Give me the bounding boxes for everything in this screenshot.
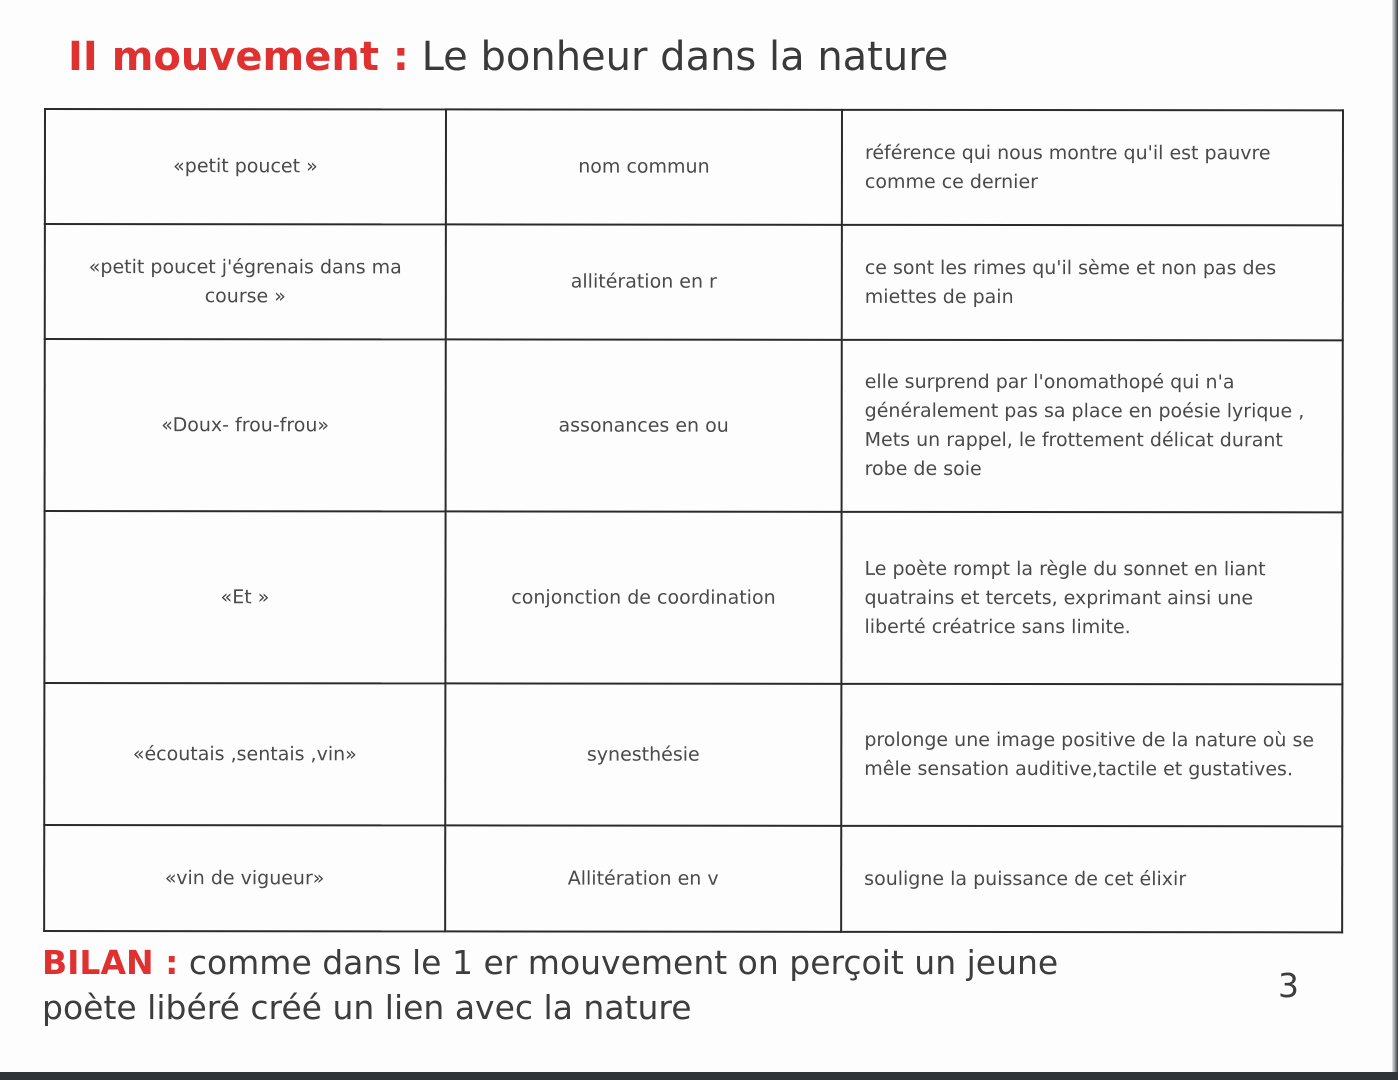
device-cell: Allitération en v xyxy=(445,825,841,931)
comment-cell: Le poète rompt la règle du sonnet en liant quatrains et tercets, exprimant ainsi une liberté créatrice sans limite. xyxy=(841,512,1342,685)
quote-cell: «Doux- frou-frou» xyxy=(45,339,446,511)
page-title xyxy=(68,34,948,80)
scan-edge-right xyxy=(1392,0,1398,1080)
table-row xyxy=(45,224,1343,340)
quote-cell: «Et » xyxy=(44,511,445,683)
comment-cell: elle surprend par l'onomathopé qui n'a généralement pas sa place en poésie lyrique , Mets un rappel, le frottement délicat durant robe de soie xyxy=(842,340,1343,513)
quote-cell: «écoutais ,sentais ,vin» xyxy=(44,683,445,825)
table-row xyxy=(45,109,1343,225)
bilan-text: comme dans le 1 er mouvement on perçoit un jeune poète libéré créé un lien avec la nature xyxy=(42,943,1059,1027)
device-cell: allitération en r xyxy=(446,224,842,339)
comment-cell: ce sont les rimes qu'il sème et non pas des miettes de pain xyxy=(842,225,1343,341)
device-cell: conjonction de coordination xyxy=(445,511,841,683)
table-row xyxy=(44,825,1342,932)
device-cell: synesthésie xyxy=(445,683,841,825)
analysis-table xyxy=(43,108,1344,933)
scan-edge-bottom xyxy=(0,1072,1398,1080)
title-lead: II mouvement : xyxy=(68,34,409,80)
quote-cell: «petit poucet j'égrenais dans ma course » xyxy=(45,224,446,339)
table-row xyxy=(45,339,1343,512)
device-cell: nom commun xyxy=(446,109,842,224)
quote-cell: «petit poucet » xyxy=(45,109,446,224)
quote-cell: «vin de vigueur» xyxy=(44,825,445,931)
device-cell: assonances en ou xyxy=(446,339,842,511)
bilan-summary xyxy=(42,940,1142,1030)
comment-cell: prolonge une image positive de la nature où se mêle sensation auditive,tactile et gustatives. xyxy=(841,684,1342,827)
comment-cell: souligne la puissance de cet élixir xyxy=(841,826,1342,933)
table-row xyxy=(44,511,1342,684)
bilan-lead: BILAN : xyxy=(42,943,179,982)
table-row xyxy=(44,683,1342,826)
title-text: Le bonheur dans la nature xyxy=(421,34,949,80)
page-number: 3 xyxy=(1278,966,1299,1005)
comment-cell: référence qui nous montre qu'il est pauvre comme ce dernier xyxy=(842,110,1343,226)
